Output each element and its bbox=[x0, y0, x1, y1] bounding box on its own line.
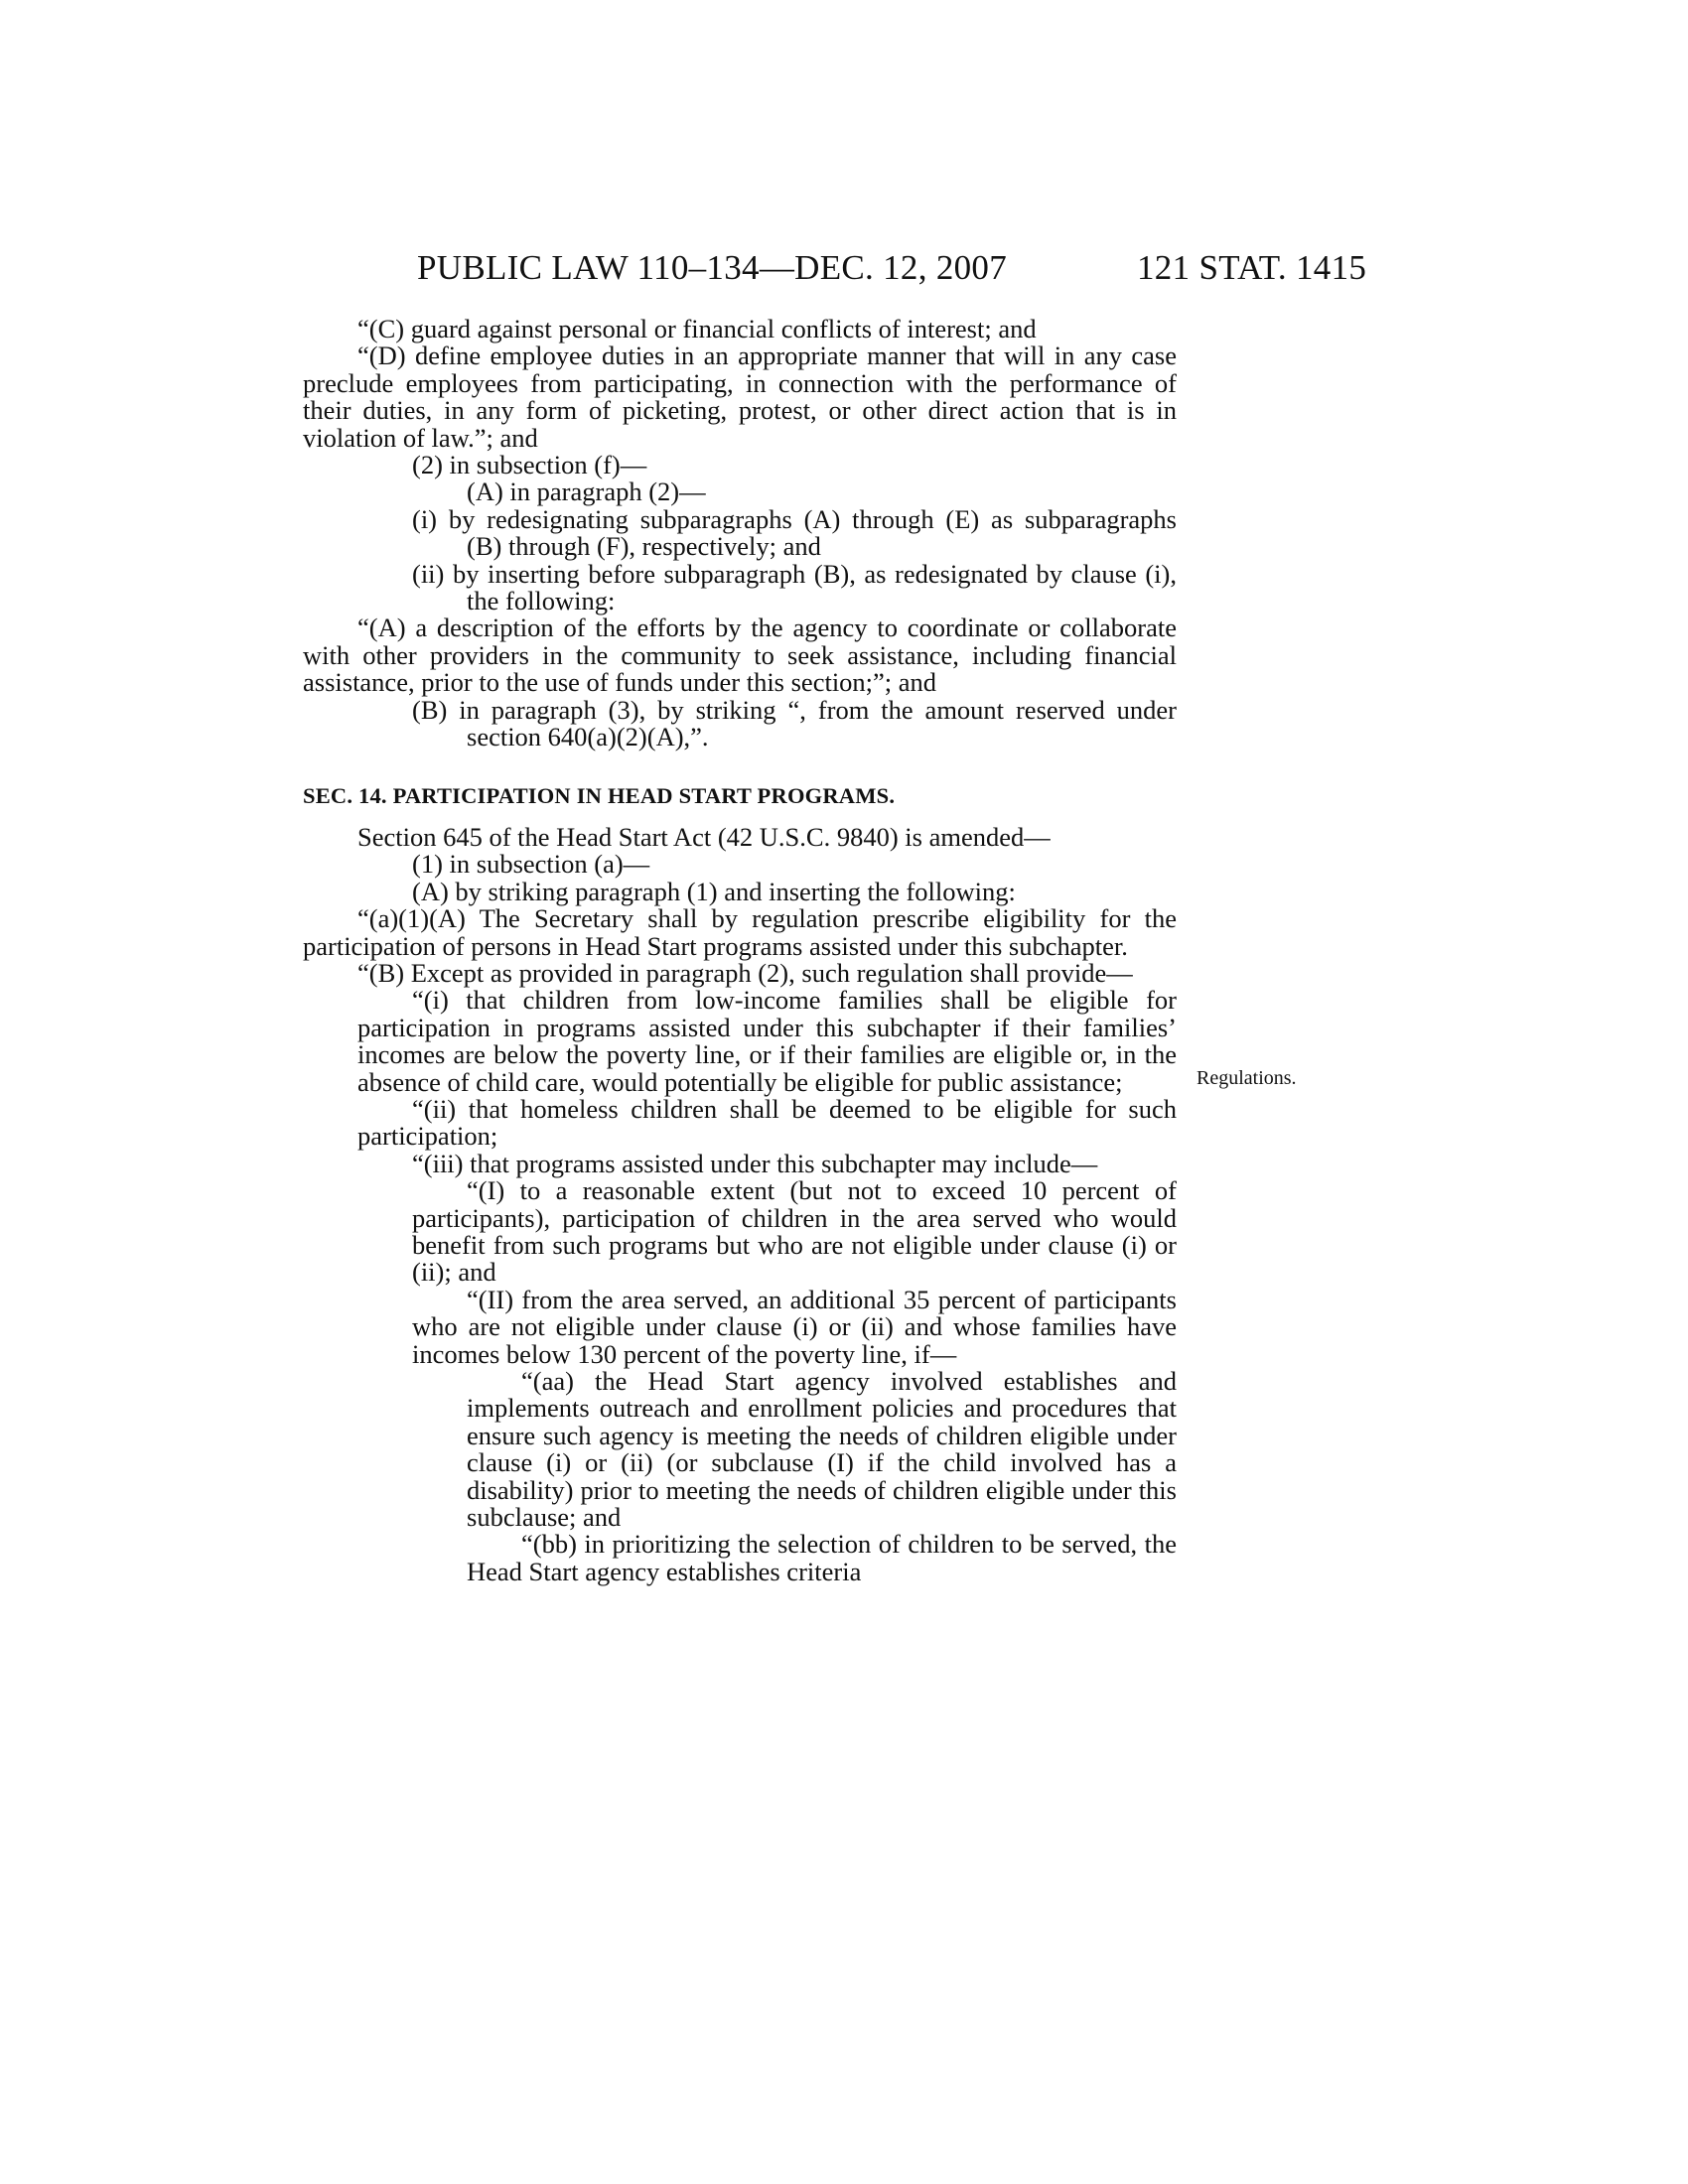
paragraph: Section 645 of the Head Start Act (42 U.S.C. 9840) is amended— bbox=[357, 821, 1051, 852]
paragraph: “(A) a description of the efforts by the agency to coordinate or collaborate with other providers in the community to seek assistance, including financial assistance, prior to the use of funds under this section;”; and bbox=[303, 613, 1177, 698]
paragraph: (ii) by inserting before subparagraph (B), as redesignated by clause (i), the following: bbox=[412, 558, 1177, 616]
paragraph: (B) in paragraph (3), by striking “, from the amount reserved under section 640(a)(2)(A),”. bbox=[412, 694, 1177, 752]
paragraph: (1) in subsection (a)— bbox=[412, 849, 650, 880]
paragraph: (i) by redesignating subparagraphs (A) through (E) as subparagraphs (B) through (F), respectively; and bbox=[412, 503, 1177, 562]
document-body bbox=[303, 316, 1177, 1585]
section-heading: SEC. 14. PARTICIPATION IN HEAD START PROGRAMS. bbox=[303, 782, 896, 808]
margin-note-regulations: Regulations. bbox=[1196, 1067, 1297, 1089]
paragraph: (A) by striking paragraph (1) and inserting the following: bbox=[412, 876, 1016, 906]
paragraph: “(II) from the area served, an additional 35 percent of participants who are not eligible under clause (i) or (ii) and whose families have incomes below 130 percent of the poverty line, if— bbox=[412, 1284, 1177, 1369]
paragraph: “(bb) in prioritizing the selection of children to be served, the Head Start agency establishes criteria bbox=[467, 1529, 1177, 1586]
paragraph: “(a)(1)(A) The Secretary shall by regulation prescribe eligibility for the participation of persons in Head Start programs assisted under this subchapter. bbox=[303, 903, 1177, 961]
paragraph: “(ii) that homeless children shall be deemed to be eligible for such participation; bbox=[357, 1093, 1177, 1152]
paragraph: “(i) that children from low-income families shall be eligible for participation in programs assisted under this subchapter if their families’ incomes are below the poverty line, or if their families are eligible or, in the absence of child care, would potentially be eligible for public assistance; bbox=[357, 985, 1177, 1097]
paragraph: “(I) to a reasonable extent (but not to exceed 10 percent of participants), participation of children in the area served who would benefit from such programs but who are not eligible under clause (i) or (ii); and bbox=[412, 1175, 1177, 1288]
paragraph: “(iii) that programs assisted under this subchapter may include— bbox=[412, 1148, 1098, 1178]
paragraph: “(C) guard against personal or financial conflicts of interest; and bbox=[357, 314, 1037, 343]
paragraph: (2) in subsection (f)— bbox=[412, 450, 647, 480]
paragraph: (A) in paragraph (2)— bbox=[467, 477, 706, 507]
paragraph: “(D) define employee duties in an appropriate manner that will in any case preclude employees from participating, in connection with the performance of their duties, in any form of picketing, protest, or other direct action that is in violation of law.”; and bbox=[303, 341, 1177, 453]
running-header-law: PUBLIC LAW 110–134—DEC. 12, 2007 bbox=[417, 248, 1008, 287]
paragraph: “(aa) the Head Start agency involved establishes and implements outreach and enrollment policies and procedures that ensure such agency is meeting the needs of children eligible under clause (i) or (ii) (or subclause (I) if the child involved has a disability) prior to meeting the needs of children eligible under this subclause; and bbox=[467, 1366, 1177, 1533]
paragraph: “(B) Except as provided in paragraph (2), such regulation shall provide— bbox=[357, 957, 1133, 988]
running-header-stat-page: 121 STAT. 1415 bbox=[1137, 248, 1367, 287]
